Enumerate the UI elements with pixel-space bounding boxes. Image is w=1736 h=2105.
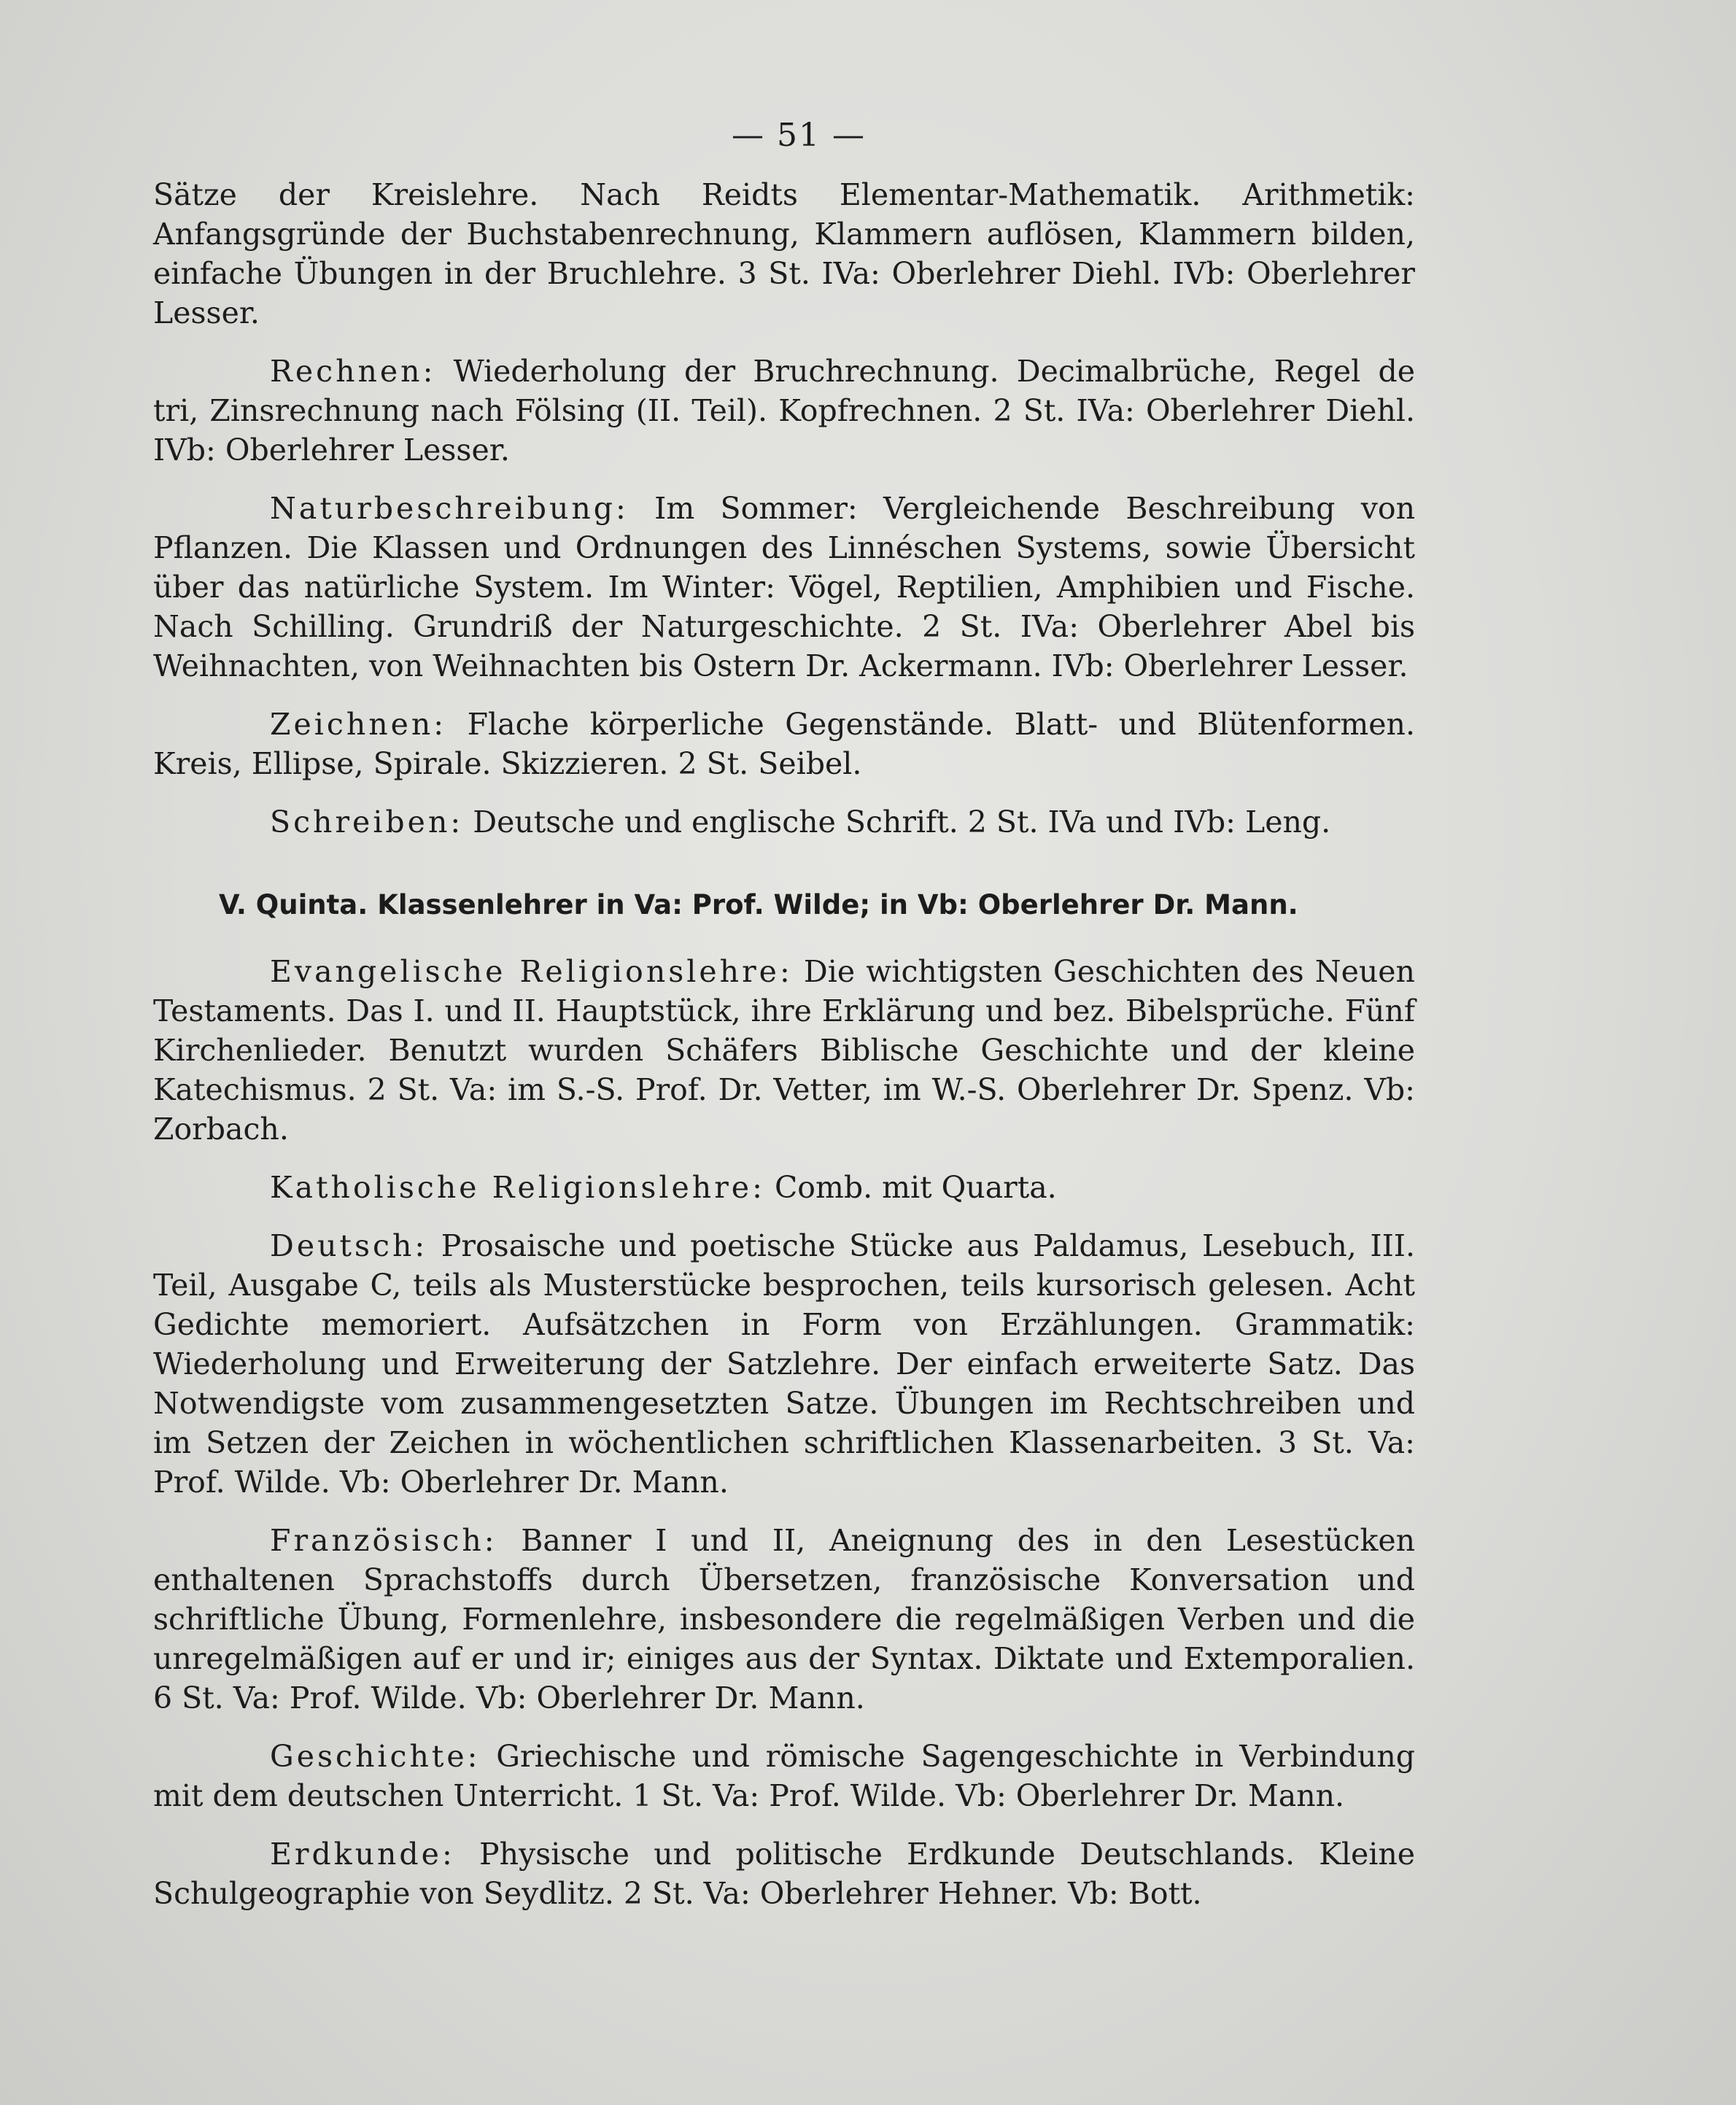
subject-text-naturbeschreibung: Im Sommer: Vergleichende Beschreibung von Pflanzen. Die Klassen und Ordnungen des Linnéschen Systems, sowie Übersicht über das natürliche System. Im Winter: Vögel, Reptilien, Amphibien und Fische. Nach Schilling. Grundriß der Naturgeschichte. 2 St. IVa: Oberlehrer Abel bis Weihnachten, von Weihnachten bis Ostern Dr. Ackermann. IVb: Oberlehrer Lesser.: [153, 491, 1415, 683]
subject-text-deutsch: Prosaische und poetische Stücke aus Paldamus, Lesebuch, III. Teil, Ausgabe C, teils als Musterstücke besprochen, teils kursorisch gelesen. Acht Gedichte memoriert. Aufsätzchen in Form von Erzählungen. Grammatik: Wiederholung und Erweiterung der Satzlehre. Der einfach erweiterte Satz. Das Notwendigste vom zusammengesetzten Satze. Übungen im Rechtschreiben und im Setzen der Zeichen in wöchentlichen schriftlichen Klassenarbeiten. 3 St. Va: Prof. Wilde. Vb: Oberlehrer Dr. Mann.: [153, 1228, 1415, 1500]
section-heading-quinta: V. Quinta. Klassenlehrer in Va: Prof. Wilde; in Vb: Oberlehrer Dr. Mann.: [219, 889, 1298, 920]
paragraph-mathematik-continued: Sätze der Kreislehre. Nach Reidts Elementar-Mathematik. Arithmetik: Anfangsgründe der Buchstabenrechnung, Klammern auflösen, Klammern bilden, einfache Übungen in der Bruchlehre. 3 St. IVa: Oberlehrer Diehl. IVb: Oberlehrer Lesser.: [153, 177, 1415, 330]
subject-label-erdkunde: Erdkunde:: [270, 1837, 455, 1872]
subject-text-geschichte: Griechische und römische Sagengeschichte in Verbindung mit dem deutschen Unterricht. 1 St. Va: Prof. Wilde. Vb: Oberlehrer Dr. Mann.: [153, 1739, 1415, 1813]
subject-label-naturbeschreibung: Naturbeschreibung:: [270, 491, 629, 526]
subject-text-katholische-religionslehre: Comb. mit Quarta.: [774, 1170, 1057, 1205]
paragraph-franzoesisch: [153, 1521, 1415, 1718]
paragraph-deutsch: [153, 1226, 1415, 1502]
subject-label-franzoesisch: Französisch:: [270, 1523, 497, 1558]
subject-label-zeichnen: Zeichnen:: [270, 707, 447, 742]
paragraph-naturbeschreibung: [153, 489, 1415, 686]
subject-label-geschichte: Geschichte:: [270, 1739, 481, 1774]
subject-text-rechnen: Wiederholung der Bruchrechnung. Decimalbrüche, Regel de tri, Zinsrechnung nach Fölsing (II. Teil). Kopfrechnen. 2 St. IVa: Oberlehrer Diehl. IVb: Oberlehrer Lesser.: [153, 354, 1415, 468]
subject-label-schreiben: Schreiben:: [270, 805, 464, 840]
subject-label-katholische-religionslehre: Katholische Religionslehre:: [270, 1170, 765, 1205]
subject-text-zeichnen: Flache körperliche Gegenstände. Blatt- und Blütenformen. Kreis, Ellipse, Spirale. Skizzieren. 2 St. Seibel.: [153, 707, 1415, 781]
subject-label-evangelische-religionslehre: Evangelische Religionslehre:: [270, 954, 793, 989]
paragraph-erdkunde: [153, 1834, 1415, 1913]
subject-text-erdkunde: Physische und politische Erdkunde Deutschlands. Kleine Schulgeographie von Seydlitz. 2 St. Va: Oberlehrer Hehner. Vb: Bott.: [153, 1837, 1415, 1911]
paragraph-geschichte: [153, 1737, 1415, 1815]
page-number: — 51 —: [732, 117, 866, 154]
continued-section-quarta: [153, 175, 1415, 861]
paragraph-evangelische-religionslehre: [153, 952, 1415, 1149]
paragraph-katholische-religionslehre: [153, 1168, 1415, 1207]
subject-label-rechnen: Rechnen:: [270, 354, 436, 389]
paragraph-schreiben: [153, 802, 1415, 842]
subject-text-franzoesisch: Banner I und II, Aneignung des in den Lesestücken enthaltenen Sprachstoffs durch Übersetzen, französische Konversation und schriftliche Übung, Formenlehre, insbesondere die regelmäßigen Verben und die unregelmäßigen auf er und ir; einiges aus der Syntax. Diktate und Extemporalien. 6 St. Va: Prof. Wilde. Vb: Oberlehrer Dr. Mann.: [153, 1523, 1415, 1716]
subject-text-schreiben: Deutsche und englische Schrift. 2 St. IVa und IVb: Leng.: [473, 805, 1331, 840]
section-quinta: [153, 952, 1415, 1932]
subject-label-deutsch: Deutsch:: [270, 1228, 428, 1263]
subject-text-evangelische-religionslehre: Die wichtigsten Geschichten des Neuen Testaments. Das I. und II. Hauptstück, ihre Erklärung und bez. Bibelsprüche. Fünf Kirchenlieder. Benutzt wurden Schäfers Biblische Geschichte und der kleine Katechismus. 2 St. Va: im S.-S. Prof. Dr. Vetter, im W.-S. Oberlehrer Dr. Spenz. Vb: Zorbach.: [153, 954, 1415, 1147]
paragraph-zeichnen: [153, 705, 1415, 783]
section-heading-wrapper: [153, 887, 1415, 923]
paragraph-rechnen: [153, 352, 1415, 470]
